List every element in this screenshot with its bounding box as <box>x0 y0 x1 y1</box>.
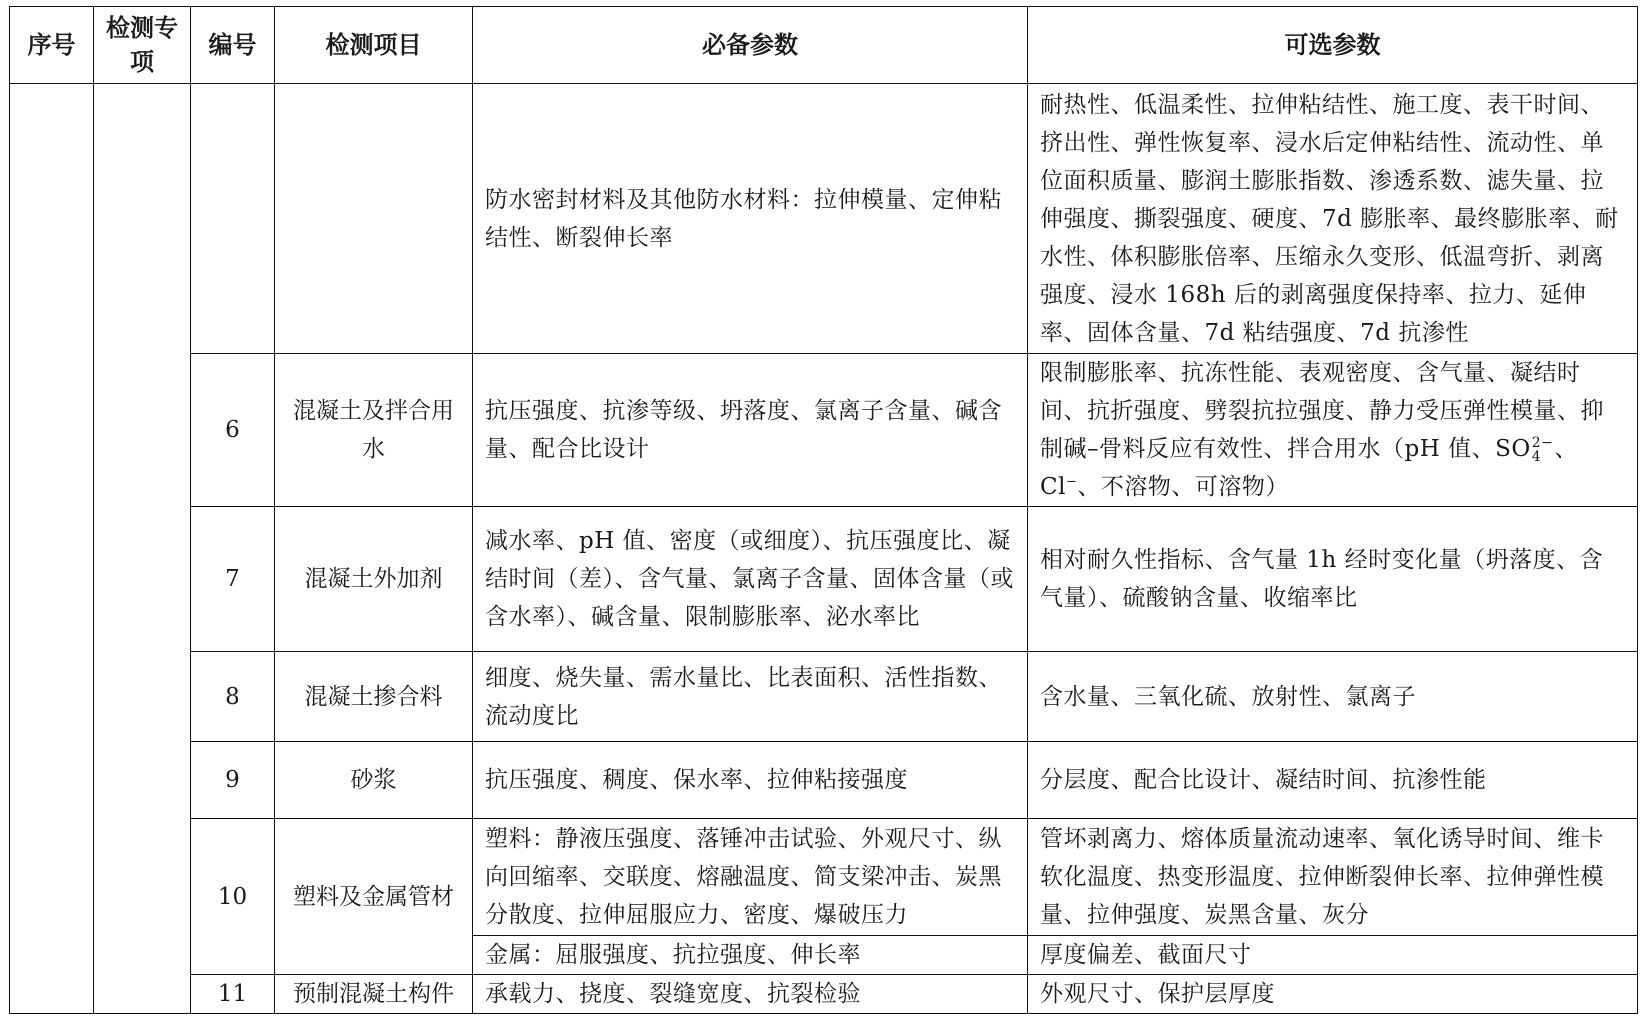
code-cell: 9 <box>191 742 275 819</box>
sulfate-subscript: 4 <box>1531 449 1542 465</box>
optional-cell-plastic: 管坏剥离力、熔体质量流动速率、氧化诱导时间、维卡软化温度、热变形温度、拉伸断裂伸长率、拉伸弹性模量、拉伸强度、炭黑含量、灰分 <box>1028 819 1638 936</box>
item-cell: 预制混凝土构件 <box>275 975 473 1014</box>
header-code: 编号 <box>191 7 275 84</box>
required-cell: 抗压强度、稠度、保水率、拉伸粘接强度 <box>473 742 1028 819</box>
required-cell-plastic: 塑料：静液压强度、落锤冲击试验、外观尺寸、纵向回缩率、交联度、熔融温度、简支梁冲击、炭黑分散度、拉伸屈服应力、密度、爆破压力 <box>473 819 1028 936</box>
required-cell-metal: 金属：屈服强度、抗拉强度、伸长率 <box>473 936 1028 975</box>
required-cell: 细度、烧失量、需水量比、比表面积、活性指数、流动度比 <box>473 652 1028 742</box>
code-cell: 6 <box>191 354 275 507</box>
table-header-row <box>10 7 1638 84</box>
header-required: 必备参数 <box>473 7 1028 84</box>
item-cell: 混凝土外加剂 <box>275 507 473 652</box>
header-optional: 可选参数 <box>1028 7 1638 84</box>
optional-cell: 分层度、配合比设计、凝结时间、抗渗性能 <box>1028 742 1638 819</box>
chloride-charge: − <box>1065 474 1078 490</box>
table-row <box>10 84 1638 354</box>
optional-text-part3: 、不溶物、可溶物） <box>1077 474 1289 500</box>
sulfate-script <box>1532 436 1554 464</box>
required-cell: 减水率、pH 值、密度（或细度）、抗压强度比、凝结时间（差）、含气量、氯离子含量、固体含量（或含水率）、碱含量、限制膨胀率、泌水率比 <box>473 507 1028 652</box>
table-row <box>10 819 1638 936</box>
optional-cell: 含水量、三氧化硫、放射性、氯离子 <box>1028 652 1638 742</box>
required-cell: 承载力、挠度、裂缝宽度、抗裂检验 <box>473 975 1028 1014</box>
optional-text-part1: 限制膨胀率、抗冻性能、表观密度、含气量、凝结时间、抗折强度、劈裂抗拉强度、静力受压弹性模量、抑制碱–骨料反应有效性、拌合用水（pH 值、SO <box>1040 360 1604 462</box>
code-cell <box>191 84 275 354</box>
item-cell: 砂浆 <box>275 742 473 819</box>
parameters-table <box>9 6 1638 1014</box>
optional-cell-metal: 厚度偏差、截面尺寸 <box>1028 936 1638 975</box>
header-index: 序号 <box>10 7 94 84</box>
category-cell <box>94 84 191 1014</box>
header-item: 检测项目 <box>275 7 473 84</box>
code-cell: 7 <box>191 507 275 652</box>
index-cell <box>10 84 94 1014</box>
item-cell <box>275 84 473 354</box>
table-row <box>10 507 1638 652</box>
table-row <box>10 742 1638 819</box>
table-row <box>10 354 1638 507</box>
optional-cell: 耐热性、低温柔性、拉伸粘结性、施工度、表干时间、挤出性、弹性恢复率、浸水后定伸粘结性、流动性、单位面积质量、膨润土膨胀指数、渗透系数、滤失量、拉伸强度、撕裂强度、硬度、7d 膨胀率、最终膨胀率、耐水性、体积膨胀倍率、压缩永久变形、低温弯折、剥离强度、浸水 168h 后的剥离强度保持率、拉力、延伸率、固体含量、7d 粘结强度、7d 抗渗性 <box>1028 84 1638 354</box>
optional-text-part2: 、Cl <box>1040 436 1578 500</box>
code-cell: 11 <box>191 975 275 1014</box>
document-page <box>9 6 1637 1014</box>
table-row <box>10 652 1638 742</box>
optional-cell: 外观尺寸、保护层厚度 <box>1028 975 1638 1014</box>
table-row <box>10 975 1638 1014</box>
code-cell: 8 <box>191 652 275 742</box>
sulfate-charge: 2− <box>1531 435 1554 451</box>
item-cell: 混凝土及拌合用水 <box>275 354 473 507</box>
optional-cell: 相对耐久性指标、含气量 1h 经时变化量（坍落度、含气量）、硫酸钠含量、收缩率比 <box>1028 507 1638 652</box>
item-cell: 塑料及金属管材 <box>275 819 473 975</box>
code-cell: 10 <box>191 819 275 975</box>
optional-cell <box>1028 354 1638 507</box>
item-cell: 混凝土掺合料 <box>275 652 473 742</box>
required-cell: 防水密封材料及其他防水材料：拉伸模量、定伸粘结性、断裂伸长率 <box>473 84 1028 354</box>
required-cell: 抗压强度、抗渗等级、坍落度、氯离子含量、碱含量、配合比设计 <box>473 354 1028 507</box>
header-category: 检测专项 <box>94 7 191 84</box>
